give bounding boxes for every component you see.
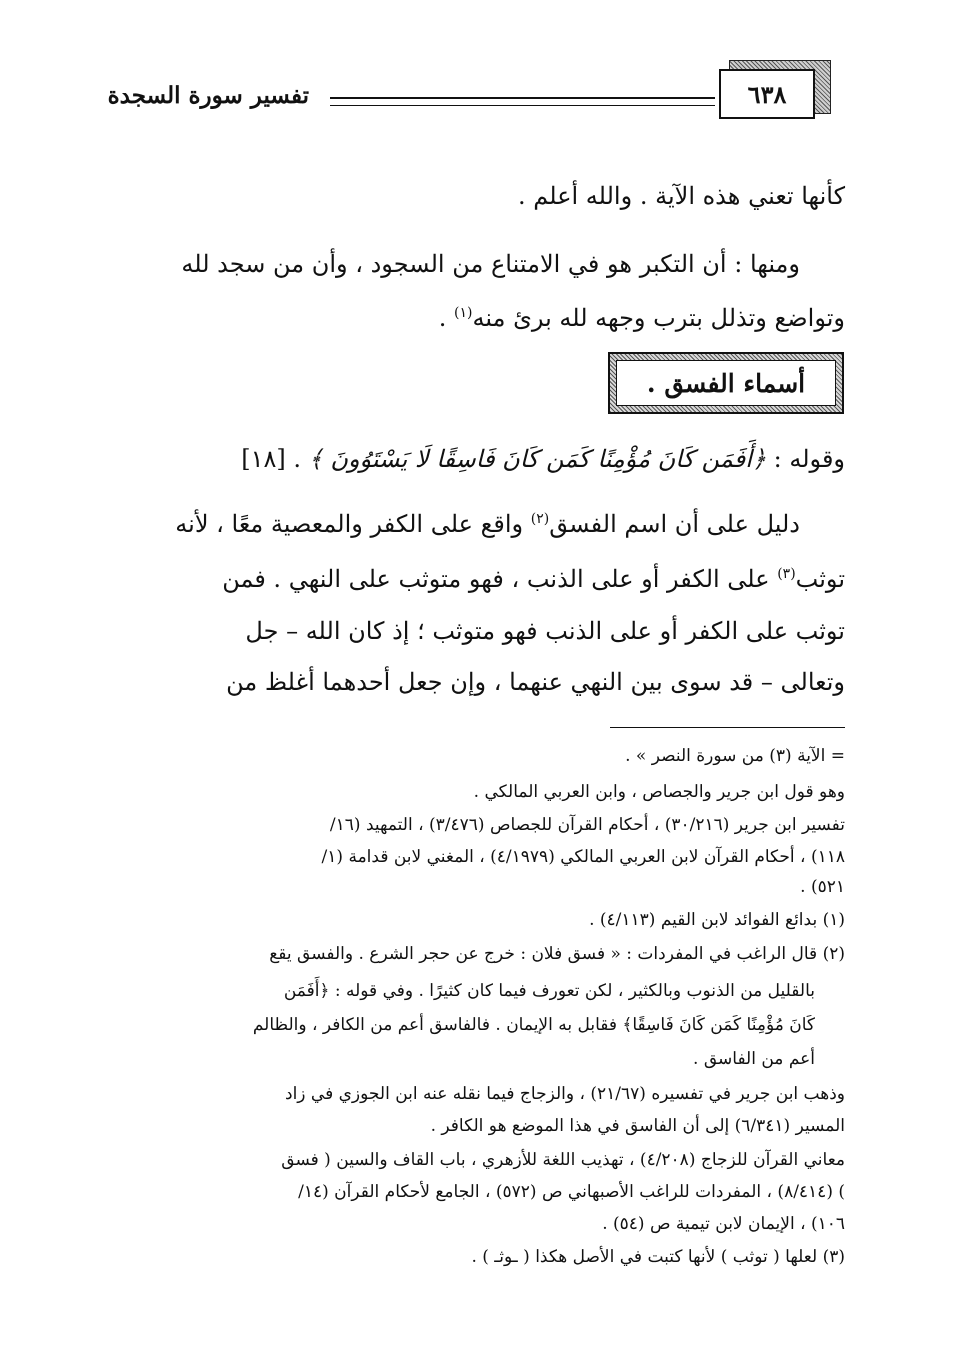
footnote-2-line-2: بالقليل من الذنوب وبالكثير ، لكن تعورف فيما كان كثيرًا . وفي قوله : ﴿أَفَمَن	[283, 981, 815, 1001]
section-heading: أسماء الفسق .	[616, 360, 836, 406]
page-number-box	[715, 60, 825, 122]
page-number: ٦٣٨	[719, 69, 815, 119]
footnote-2-line-6: المسير (٦/٣٤١) إلى أن الفاسق في هذا الموضع هو الكافر .	[430, 1116, 845, 1136]
body-line-8: وتعالى – قد سوى بين النهي عنهما ، وإن جعل أحدهما أغلظ من	[226, 668, 845, 696]
body-line-6-start: توثب	[795, 565, 845, 593]
footnote-1: (١) بدائع الفوائد لابن القيم (٤/١١٣) .	[589, 910, 845, 930]
footnote-2-line-7: معاني القرآن للزجاج (٤/٢٠٨) ، تهذيب اللغة للأزهري ، باب القاف والسين ( فسق	[281, 1150, 845, 1170]
footnote-2-line-8: ) (٨/٤١٤) ، المفردات للراغب الأصبهاني ص (٥٧٢) ، الجامع لأحكام القرآن (١٤/	[298, 1182, 845, 1202]
body-line-6-end: على الكفر أو على الذنب ، فهو متوثب على النهي . فمن	[222, 565, 778, 593]
footnote-marker-1[interactable]: (١)	[454, 305, 473, 321]
body-line-5-end: واقع على الكفر والمعصية معًا ، لأنه	[175, 510, 531, 538]
footnote-separator	[610, 727, 845, 728]
footnote-3: (٣) لعلها ( توثب ) لأنها كتبت في الأصل هكذا ( ـوثـ ) .	[471, 1247, 845, 1267]
body-line-5-start: دليل على أن اسم الفسق	[549, 510, 800, 538]
footnote-2-line-4: أعم من الفاسق .	[693, 1049, 815, 1069]
body-line-1: كأنها تعني هذه الآية . والله أعلم .	[518, 182, 845, 210]
body-line-3-text: وتواضع وتذلل بترب وجهه لله برئ منه	[472, 304, 845, 332]
footnote-marker-3[interactable]: (٣)	[777, 566, 796, 582]
body-line-3-end: .	[438, 304, 454, 332]
quran-verse: ﴿أَفَمَن كَانَ مُؤْمِنًا كَمَن كَانَ فَاسِقًا لَا يَسْتَوُونَ ﴾	[308, 445, 767, 473]
footnote-continued-2: وهو قول ابن جرير والجصاص ، وابن العربي المالكي .	[473, 782, 845, 802]
section-heading-box	[608, 352, 844, 414]
running-title: تفسير سورة السجدة	[107, 82, 309, 109]
body-line-6	[108, 565, 845, 593]
footnote-continued-3: تفسير ابن جرير (٣٠/٢١٦) ، أحكام القرآن للجصاص (٣/٤٧٦) ، التمهيد (١٦/	[329, 815, 845, 835]
footnote-continued-5: ٥٢١) .	[800, 877, 845, 897]
verse-reference: . [١٨]	[241, 445, 309, 473]
footnote-marker-2[interactable]: (٢)	[530, 511, 550, 527]
footnote-continued-4: ١١٨) ، أحكام القرآن لابن العربي المالكي (٤/١٩٧٩) ، المغني لابن قدامة (١/	[321, 847, 845, 867]
footnote-2-line-9: ١٠٦) ، الإيمان لابن تيمية ص (٥٤) .	[602, 1214, 845, 1234]
body-line-7: توثب على الكفر أو على الذنب فهو متوثب ؛ إذ كان الله – جل	[245, 617, 845, 645]
body-line-3	[108, 304, 845, 332]
footnote-2-line-3: كَانَ مُؤْمِنًا كَمَن كَانَ فَاسِقًا﴾ فقابل به الإيمان . فالفاسق أعم من الكافر ، والظالم	[252, 1015, 815, 1035]
footnote-2-line-5: وذهب ابن جرير في تفسيره (٢١/٦٧) ، والزجاج فيما نقله عنه ابن الجوزي في زاد	[285, 1084, 845, 1104]
header-rule	[330, 97, 715, 106]
footnote-continued-1: = الآية (٣) من سورة النصر » .	[625, 746, 845, 766]
body-line-2: ومنها : أن التكبر هو في الامتناع من السجود ، وأن من سجد لله	[181, 250, 800, 278]
body-line-5	[108, 510, 845, 538]
verse-lead: وقوله :	[766, 445, 845, 473]
footnote-2-line-1: (٢) قال الراغب في المفردات : « فسق فلان : خرج عن حجر الشرع . والفسق يقع	[269, 944, 845, 964]
verse-line	[108, 445, 845, 473]
